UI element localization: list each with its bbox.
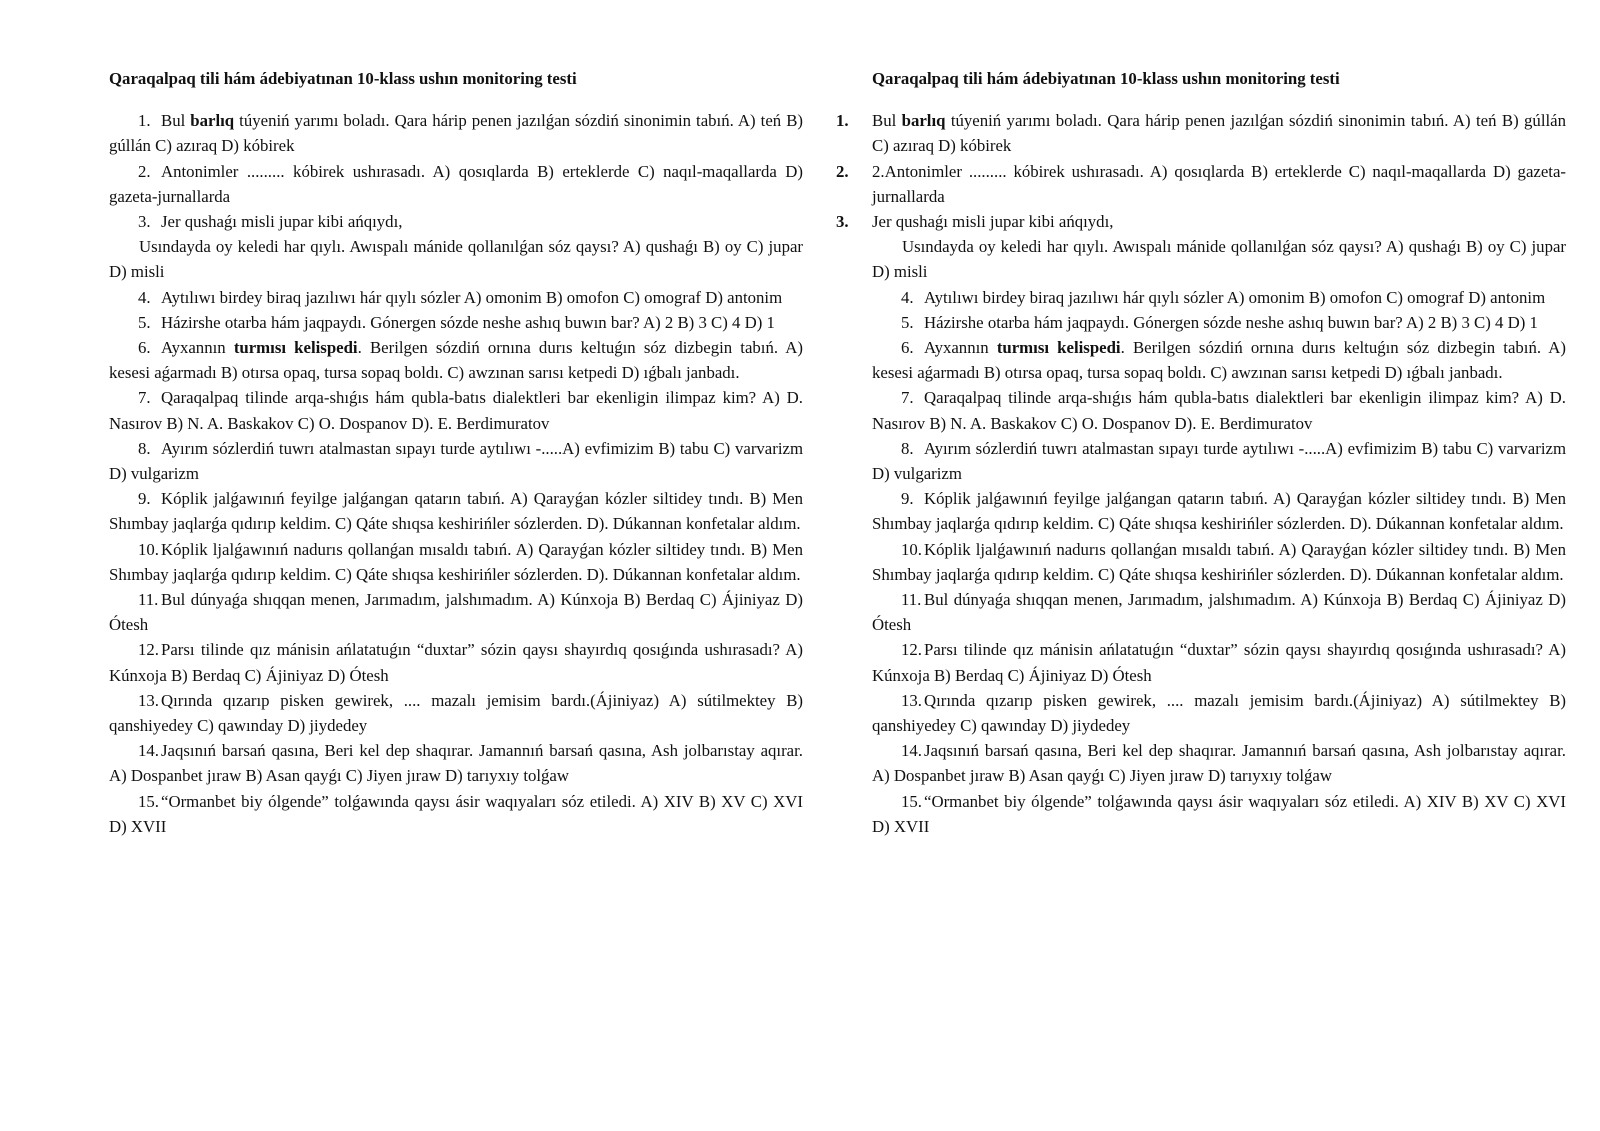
question-1-copy: 1. Bul barlıq túyeniń yarımı boladı. Qara hárip penen jazılǵan sózdiń sinonimin tabıń. A) teń B) gúllán C) azıraq D) kóbirek [836, 111, 1566, 156]
question-15: 15. “Ormanbet biy ólgende” tolǵawında qaysı ásir waqıyaları sóz etiledi. A) XIV B) XV C) XVI D) XVII [109, 791, 803, 836]
question-13: 13. Qırında qızarıp pisken gewirek, .... mazalı jemisim bardı.(Ájiniyaz) A) sútilmektey B) qanshiyedey C) qawınday D) jiydedey [109, 690, 803, 736]
right-column [836, 66, 1567, 839]
question-6-copy: 6. Ayxannın turmısı kelispedi. Berilgen sózdiń ornına durıs keltuǵın sóz dizbegin tabıń. A) kesesi aǵarmadı B) otırsa opaq, tursa sopaq boldı. C) awzınan sarısı ketpedi D) ıǵbalı janbadı. [872, 338, 1567, 383]
question-3: 3. Jer qushaǵı misli jupar kibi ańqıydı, Usındayda oy keledi har qıylı. Awıspalı mánide qollanılǵan sóz qaysı? A) qushaǵı B) oy C) jupar D) misli [109, 212, 803, 282]
question-11: 11. Bul dúnyaǵa shıqqan menen, Jarımadım, jalshımadım. A) Kúnxoja B) Berdaq C) Ájiniyaz D) Ótesh [109, 590, 803, 635]
question-5-copy: 5. Házirshe otarba hám jaqpaydı. Gónergen sózde neshe ashıq buwın bar? A) 2 B) 3 C) 4 D) 1 [901, 312, 1538, 332]
test-title: Qaraqalpaq tili hám ádebiyatınan 10-klass ushın monitoring testi [109, 69, 577, 88]
question-6: 6. Ayxannın turmısı kelispedi. Berilgen sózdiń ornına durıs keltuǵın sóz dizbegin tabıń. A) kesesi aǵarmadı B) otırsa opaq, tursa sopaq boldı. C) awzınan sarısı ketpedi D) ıǵbalı janbadı. [109, 338, 804, 383]
question-5: 5. Házirshe otarba hám jaqpaydı. Gónergen sózde neshe ashıq buwın bar? A) 2 B) 3 C) 4 D) 1 [138, 312, 775, 332]
question-11-copy: 11. Bul dúnyaǵa shıqqan menen, Jarımadım, jalshımadım. A) Kúnxoja B) Berdaq C) Ájiniyaz D) Ótesh [872, 590, 1566, 635]
question-14: 14. Jaqsınıń barsań qasına, Beri kel dep shaqırar. Jamannıń barsań qasına, Ash jolbarıstay aqırar. A) Dospanbet jıraw B) Asan qayǵı C) Jiyen jıraw D) tarıyxıy tolǵaw [109, 741, 803, 786]
question-4-copy: 4. Aytılıwı birdey biraq jazılıwı hár qıylı sózler A) omonim B) omofon C) omograf D) antonim [901, 287, 1546, 307]
left-column [109, 66, 803, 839]
question-7-copy: 7. Qaraqalpaq tilinde arqa-shıǵıs hám qubla-batıs dialektleri bar ekenligin ilimpaz kim? A) D. Nasırov B) N. A. Baskakov C) O. Dospanov D). E. Berdimuratov [872, 388, 1566, 433]
test-title-copy: Qaraqalpaq tili hám ádebiyatınan 10-klass ushın monitoring testi [872, 69, 1340, 88]
question-1: 1. Bul barlıq túyeniń yarımı boladı. Qara hárip penen jazılǵan sózdiń sinonimin tabıń. A) teń B) gúllán C) azıraq D) kóbirek [109, 111, 803, 156]
question-9-copy: 9. Kóplik jalǵawınıń feyilge jalǵangan qatarın tabıń. A) Qarayǵan kózler siltidey tındı. B) Men Shımbay jaqlarǵa qıdırıp keldim. C) Qáte shıqsa keshirińler sózlerden. D). Dúkannan konfetalar aldım. [872, 489, 1566, 534]
question-8: 8. Ayırım sózlerdiń tuwrı atalmastan sıpayı turde aytılıwı -.....A) evfimizim B) tabu C) varvarizm D) vulgarizm [109, 438, 803, 484]
question-7: 7. Qaraqalpaq tilinde arqa-shıǵıs hám qubla-batıs dialektleri bar ekenligin ilimpaz kim? A) D. Nasırov B) N. A. Baskakov C) O. Dospanov D). E. Berdimuratov [109, 388, 803, 433]
question-13-copy: 13. Qırında qızarıp pisken gewirek, .... mazalı jemisim bardı.(Ájiniyaz) A) sútilmektey B) qanshiyedey C) qawınday D) jiydedey [872, 690, 1566, 736]
question-9: 9. Kóplik jalǵawınıń feyilge jalǵangan qatarın tabıń. A) Qarayǵan kózler siltidey tındı. B) Men Shımbay jaqlarǵa qıdırıp keldim. C) Qáte shıqsa keshirińler sózlerden. D). Dúkannan konfetalar aldım. [109, 489, 803, 534]
question-3-copy: 3. Jer qushaǵı misli jupar kibi ańqıydı, Usındayda oy keledi har qıylı. Awıspalı mánide qollanılǵan sóz qaysı? A) qushaǵı B) oy C) jupar D) misli [836, 212, 1566, 282]
question-2-copy: 2. 2.Antonimler ......... kóbirek ushırasadı. A) qosıqlarda B) erteklerde C) naqıl-maqallarda D) gazeta-jurnallarda [836, 161, 1566, 206]
question-8-copy: 8. Ayırım sózlerdiń tuwrı atalmastan sıpayı turde aytılıwı -.....A) evfimizim B) tabu C) varvarizm D) vulgarizm [872, 438, 1566, 484]
question-4: 4. Aytılıwı birdey biraq jazılıwı hár qıylı sózler A) omonim B) omofon C) omograf D) antonim [138, 287, 783, 307]
question-2: 2. Antonimler ......... kóbirek ushırasadı. A) qosıqlarda B) erteklerde C) naqıl-maqallarda D) gazeta-jurnallarda [109, 161, 803, 206]
question-10-copy: 10. Kóplik ljalǵawınıń nadurıs qollanǵan mısaldı tabıń. A) Qarayǵan kózler siltidey tındı. B) Men Shımbay jaqlarǵa qıdırıp keldim. C) Qáte shıqsa keshirińler sózlerden. D). Dúkannan konfetalar aldım. [872, 539, 1566, 584]
question-10: 10. Kóplik ljalǵawınıń nadurıs qollanǵan mısaldı tabıń. A) Qarayǵan kózler siltidey tındı. B) Men Shımbay jaqlarǵa qıdırıp keldim. C) Qáte shıqsa keshirińler sózlerden. D). Dúkannan konfetalar aldım. [109, 539, 803, 584]
question-14-copy: 14. Jaqsınıń barsań qasına, Beri kel dep shaqırar. Jamannıń barsań qasına, Ash jolbarıstay aqırar. A) Dospanbet jıraw B) Asan qayǵı C) Jiyen jıraw D) tarıyxıy tolǵaw [872, 741, 1566, 786]
question-12: 12. Parsı tilinde qız mánisin ańlatatuǵın “duxtar” sózin qaysı shayırdıq qosıǵında ushırasadı? A) Kúnxoja B) Berdaq C) Ájiniyaz D) Ótesh [109, 640, 803, 685]
question-15-copy: 15. “Ormanbet biy ólgende” tolǵawında qaysı ásir waqıyaları sóz etiledi. A) XIV B) XV C) XVI D) XVII [872, 791, 1566, 836]
question-12-copy: 12. Parsı tilinde qız mánisin ańlatatuǵın “duxtar” sózin qaysı shayırdıq qosıǵında ushırasadı? A) Kúnxoja B) Berdaq C) Ájiniyaz D) Ótesh [872, 640, 1566, 685]
